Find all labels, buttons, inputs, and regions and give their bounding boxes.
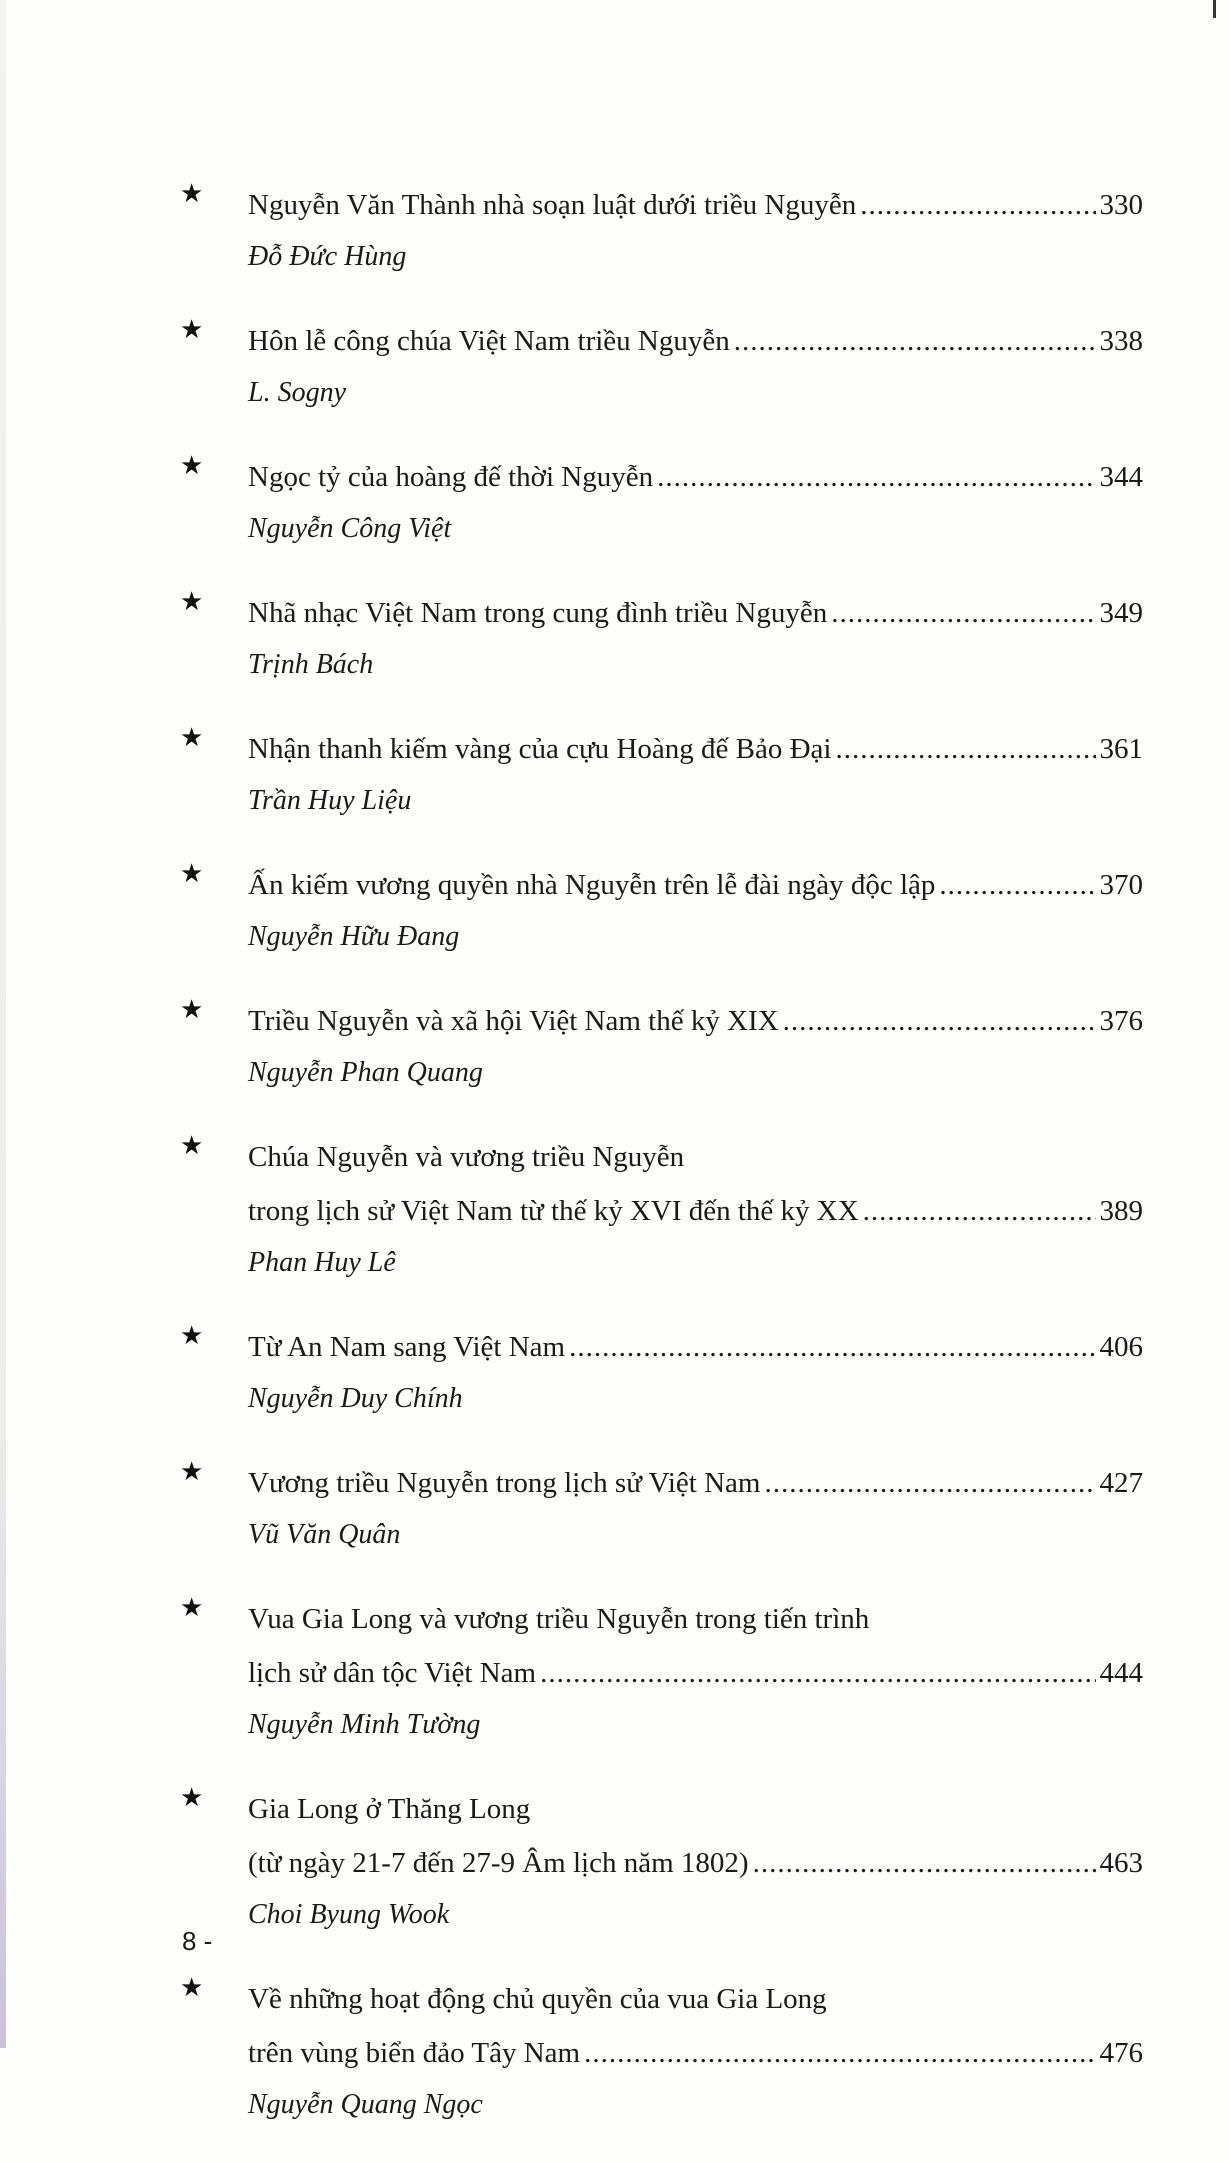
page-edge-strip: [0, 0, 6, 2048]
toc-title-text: Ấn kiếm vương quyền nhà Nguyễn trên lễ đài ngày độc lập: [248, 869, 936, 901]
toc-title-line: [248, 2026, 1143, 2080]
toc-author: Trịnh Bách: [248, 649, 374, 680]
toc-entry-body: [248, 722, 1143, 826]
toc-title-text: Gia Long ở Thăng Long: [248, 1793, 531, 1825]
star-bullet-icon: ★: [180, 1321, 204, 1351]
toc-author: Nguyễn Công Việt: [248, 513, 452, 544]
toc-entry[interactable]: [180, 858, 1143, 962]
toc-title-text: Nhã nhạc Việt Nam trong cung đình triều Nguyễn: [248, 597, 828, 629]
dot-leader: [764, 1456, 1095, 1510]
dot-leader: [584, 2026, 1095, 2080]
toc-entry[interactable]: [180, 1456, 1143, 1560]
star-bullet-icon: ★: [180, 1457, 204, 1487]
toc-entry[interactable]: [180, 450, 1143, 554]
star-bullet-icon: ★: [180, 1973, 204, 2003]
toc-title-text: Hôn lễ công chúa Việt Nam triều Nguyễn: [248, 325, 730, 357]
dot-leader: [569, 1320, 1095, 1374]
toc-entry-body: [248, 1320, 1143, 1424]
toc-entry[interactable]: [180, 722, 1143, 826]
toc-title-text: Chúa Nguyễn và vương triều Nguyễn: [248, 1141, 685, 1173]
toc-entry[interactable]: [180, 586, 1143, 690]
toc-title-line: [248, 1782, 1143, 1836]
toc-page-number: 463: [1099, 1847, 1143, 1879]
star-bullet-icon: ★: [180, 1593, 204, 1623]
toc-title-line: [248, 1184, 1143, 1238]
star-bullet-icon: ★: [180, 451, 204, 481]
toc-page-number: 444: [1099, 1657, 1143, 1689]
toc-title-line: [248, 586, 1143, 640]
toc-page-number: 406: [1099, 1331, 1143, 1363]
toc-page-number: 361: [1099, 733, 1143, 765]
toc-title-line: [248, 1646, 1143, 1700]
dot-leader: [860, 178, 1095, 232]
star-bullet-icon: ★: [180, 179, 204, 209]
toc-author: Choi Byung Wook: [248, 1899, 450, 1930]
toc-entry-body: [248, 1782, 1143, 1940]
toc-page-number: 476: [1099, 2037, 1143, 2069]
star-bullet-icon: ★: [180, 1783, 204, 1813]
toc-title-line: [248, 1592, 1143, 1646]
toc-title-line: [248, 1130, 1143, 1184]
toc-author: Trần Huy Liệu: [248, 785, 412, 816]
toc-author: Nguyễn Quang Ngọc: [248, 2089, 483, 2120]
toc-entry-body: [248, 1130, 1143, 1288]
star-bullet-icon: ★: [180, 859, 204, 889]
toc-title-text: Từ An Nam sang Việt Nam: [248, 1331, 566, 1363]
toc-title-text: Triều Nguyễn và xã hội Việt Nam thế kỷ XIX: [248, 1005, 779, 1037]
toc-entry-body: [248, 1456, 1143, 1560]
toc-entry[interactable]: [180, 178, 1143, 282]
toc-author: Nguyễn Minh Tường: [248, 1709, 481, 1740]
toc-entry[interactable]: [180, 1130, 1143, 1288]
dot-leader: [863, 1184, 1096, 1238]
toc-entry-body: [248, 450, 1143, 554]
toc-author: Nguyễn Hữu Đang: [248, 921, 460, 952]
toc-entry[interactable]: [180, 994, 1143, 1098]
table-of-contents: [180, 178, 1143, 2162]
toc-title-line: [248, 178, 1143, 232]
toc-entry-body: [248, 314, 1143, 418]
toc-title-text: Vua Gia Long và vương triều Nguyễn trong tiến trình: [248, 1603, 870, 1635]
toc-title-line: [248, 1836, 1143, 1890]
toc-page-number: 376: [1099, 1005, 1143, 1037]
toc-author: Phan Huy Lê: [248, 1247, 396, 1278]
toc-entry[interactable]: [180, 1320, 1143, 1424]
toc-entry-body: [248, 994, 1143, 1098]
toc-author: Nguyễn Phan Quang: [248, 1057, 483, 1088]
dot-leader: [540, 1646, 1095, 1700]
dot-leader: [835, 722, 1095, 776]
star-bullet-icon: ★: [180, 315, 204, 345]
toc-page-number: 338: [1099, 325, 1143, 357]
dot-leader: [783, 994, 1096, 1048]
star-bullet-icon: ★: [180, 587, 204, 617]
toc-title-line: [248, 450, 1143, 504]
toc-title-text: Vương triều Nguyễn trong lịch sử Việt Nam: [248, 1467, 761, 1499]
toc-author: L. Sogny: [248, 377, 346, 408]
toc-title-line: [248, 1320, 1143, 1374]
toc-entry-body: [248, 858, 1143, 962]
toc-entry[interactable]: [180, 314, 1143, 418]
toc-page-number: 330: [1099, 189, 1143, 221]
dot-leader: [939, 858, 1095, 912]
toc-title-text: (từ ngày 21-7 đến 27-9 Âm lịch năm 1802): [248, 1847, 749, 1879]
page-number-footer: 8 -: [182, 1926, 213, 1956]
toc-title-line: [248, 722, 1143, 776]
toc-title-text: Về những hoạt động chủ quyền của vua Gia Long: [248, 1983, 827, 2015]
toc-title-line: [248, 314, 1143, 368]
toc-title-text: Ngọc tỷ của hoàng đế thời Nguyễn: [248, 461, 654, 493]
toc-page-number: 427: [1099, 1467, 1143, 1499]
toc-entry-body: [248, 1592, 1143, 1750]
dot-leader: [753, 1836, 1096, 1890]
toc-title-text: trên vùng biển đảo Tây Nam: [248, 2037, 581, 2069]
toc-entry[interactable]: [180, 1782, 1143, 1940]
star-bullet-icon: ★: [180, 1131, 204, 1161]
toc-page-number: 349: [1099, 597, 1143, 629]
toc-page-number: 370: [1099, 869, 1143, 901]
toc-title-text: trong lịch sử Việt Nam từ thế kỷ XVI đến thế kỷ XX: [248, 1195, 859, 1227]
toc-entry-body: [248, 1972, 1143, 2130]
toc-title-line: [248, 1972, 1143, 2026]
toc-title-text: Nhận thanh kiếm vàng của cựu Hoàng đế Bảo Đại: [248, 733, 832, 765]
toc-entry-body: [248, 178, 1143, 282]
scan-mark: [1213, 0, 1216, 18]
toc-title-text: Nguyễn Văn Thành nhà soạn luật dưới triều Nguyễn: [248, 189, 857, 221]
toc-title-line: [248, 858, 1143, 912]
star-bullet-icon: ★: [180, 995, 204, 1025]
star-bullet-icon: ★: [180, 723, 204, 753]
dot-leader: [657, 450, 1095, 504]
toc-entry[interactable]: [180, 1592, 1143, 1750]
toc-entry-body: [248, 586, 1143, 690]
toc-author: Nguyễn Duy Chính: [248, 1383, 463, 1414]
toc-page-number: 389: [1099, 1195, 1143, 1227]
toc-title-line: [248, 1456, 1143, 1510]
dot-leader: [734, 314, 1096, 368]
toc-author: Đỗ Đức Hùng: [248, 241, 407, 272]
toc-title-text: lịch sử dân tộc Việt Nam: [248, 1657, 537, 1689]
toc-entry[interactable]: [180, 1972, 1143, 2130]
toc-author: Vũ Văn Quân: [248, 1519, 401, 1550]
toc-page-number: 344: [1099, 461, 1143, 493]
toc-title-line: [248, 994, 1143, 1048]
dot-leader: [831, 586, 1095, 640]
